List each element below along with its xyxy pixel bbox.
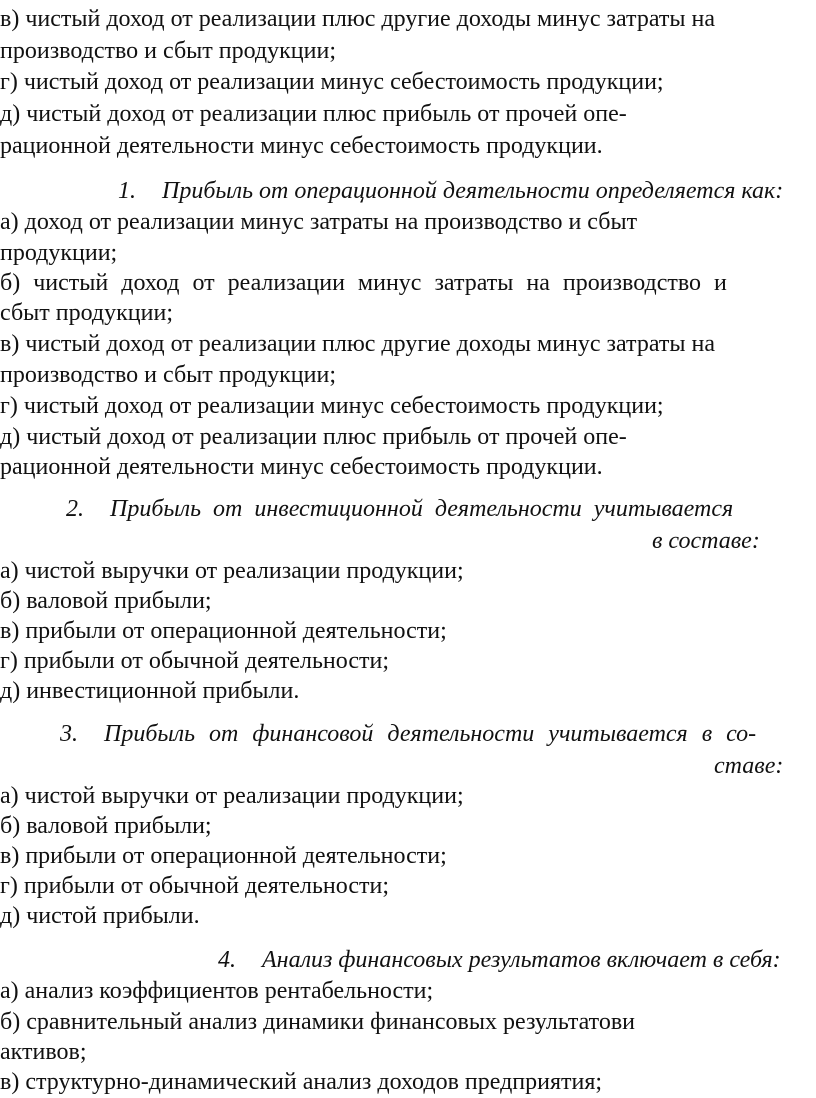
question-3-text-line2: ставе:	[714, 753, 784, 779]
q3-option-v: в) прибыли от операционной деятельности;	[0, 843, 447, 869]
q1-option-v-line1: в) чистый доход от реализации плюс другие доходы минус затраты на	[0, 331, 715, 357]
q3-option-d: д) чистой прибыли.	[0, 903, 200, 929]
q2-option-b: б) валовой прибыли;	[0, 588, 212, 614]
prev-option-d-line1: д) чистый доход от реализации плюс прибыль от прочей опе-	[0, 101, 627, 127]
q1-option-d-line2: рационной деятельности минус себестоимость продукции.	[0, 454, 603, 480]
question-1	[118, 176, 783, 206]
q2-option-d: д) инвестиционной прибыли.	[0, 678, 300, 704]
q1-option-b-line1: б) чистый доход от реализации минус затраты на производство и	[0, 270, 727, 296]
prev-option-d-line2: рационной деятельности минус себестоимость продукции.	[0, 133, 603, 159]
question-1-number: 1.	[118, 178, 136, 204]
q4-option-v: в) структурно-динамический анализ доходов предприятия;	[0, 1069, 603, 1095]
question-4	[218, 945, 781, 975]
q3-option-b: б) валовой прибыли;	[0, 813, 212, 839]
q4-option-b-line2: активов;	[0, 1039, 87, 1065]
question-1-text: Прибыль от операционной деятельности определяется как:	[162, 178, 784, 204]
prev-option-g: г) чистый доход от реализации минус себестоимость продукции;	[0, 69, 664, 95]
q1-option-b-line2: сбыт продукции;	[0, 300, 173, 326]
q1-option-a-line1: а) доход от реализации минус затраты на производство и сбыт	[0, 209, 638, 235]
q4-option-a: а) анализ коэффициентов рентабельности;	[0, 978, 434, 1004]
question-3-text-line1: Прибыль от финансовой деятельности учитывается в со-	[104, 721, 757, 747]
q2-option-v: в) прибыли от операционной деятельности;	[0, 618, 447, 644]
prev-option-v-line1: в) чистый доход от реализации плюс другие доходы минус затраты на	[0, 6, 715, 32]
q1-option-g: г) чистый доход от реализации минус себестоимость продукции;	[0, 393, 664, 419]
q3-option-g: г) прибыли от обычной деятельности;	[0, 873, 390, 899]
prev-option-v-line2: производство и сбыт продукции;	[0, 38, 336, 64]
question-2-text-line2: в составе:	[652, 528, 760, 554]
q3-option-a: а) чистой выручки от реализации продукции;	[0, 783, 464, 809]
q2-option-g: г) прибыли от обычной деятельности;	[0, 648, 390, 674]
question-4-number: 4.	[218, 947, 236, 973]
q2-option-a: а) чистой выручки от реализации продукции;	[0, 558, 464, 584]
question-2-text-line1: Прибыль от инвестиционной деятельности учитывается	[110, 496, 734, 522]
q1-option-a-line2: продукции;	[0, 240, 118, 266]
question-3	[60, 719, 756, 749]
q1-option-v-line2: производство и сбыт продукции;	[0, 362, 336, 388]
q1-option-d-line1: д) чистый доход от реализации плюс прибыль от прочей опе-	[0, 424, 627, 450]
question-4-text: Анализ финансовых результатов включает в себя:	[262, 947, 781, 973]
question-2-number: 2.	[66, 496, 84, 522]
question-2	[66, 494, 733, 524]
q4-option-b-line1: б) сравнительный анализ динамики финансовых результатови	[0, 1009, 636, 1035]
question-3-number: 3.	[60, 721, 78, 747]
